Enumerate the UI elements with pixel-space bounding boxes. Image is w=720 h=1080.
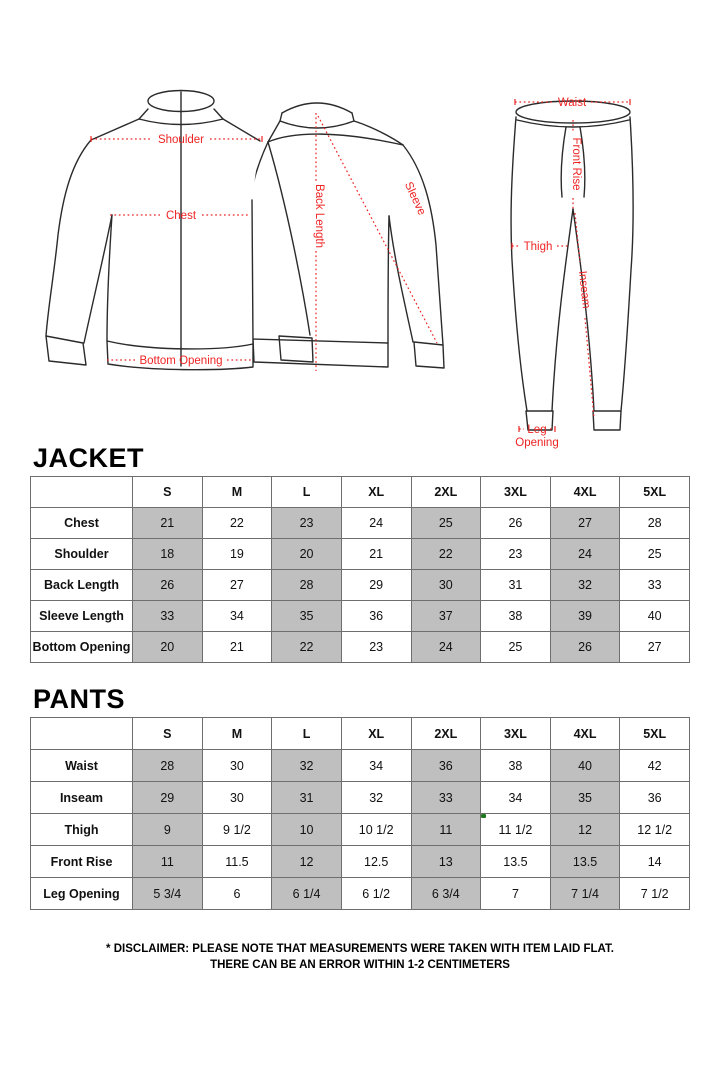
size-cell: 13 <box>411 846 481 878</box>
measurement-diagram <box>0 0 720 455</box>
size-cell: 18 <box>133 539 203 570</box>
size-cell: 23 <box>272 508 342 539</box>
size-cell: 12 <box>272 846 342 878</box>
size-cell: 27 <box>202 570 272 601</box>
size-cell: 11 <box>133 846 203 878</box>
size-cell: 25 <box>411 508 481 539</box>
size-cell: 30 <box>202 750 272 782</box>
size-cell: 26 <box>481 508 551 539</box>
size-cell: 28 <box>133 750 203 782</box>
waist-measure-label: Waist <box>557 97 587 109</box>
back-length-measure-label: Back Length <box>313 184 325 248</box>
size-cell: 29 <box>341 570 411 601</box>
size-header: 3XL <box>481 718 551 750</box>
row-label: Thigh <box>31 814 133 846</box>
leg-opening-measure-label: Leg <box>527 424 547 436</box>
row-label: Front Rise <box>31 846 133 878</box>
row-label: Waist <box>31 750 133 782</box>
size-cell: 33 <box>133 601 203 632</box>
size-cell: 22 <box>202 508 272 539</box>
size-cell: 40 <box>620 601 690 632</box>
row-label: Sleeve Length <box>31 601 133 632</box>
row-label: Bottom Opening <box>31 632 133 663</box>
size-header: M <box>202 477 272 508</box>
size-cell: 29 <box>133 782 203 814</box>
row-label: Chest <box>31 508 133 539</box>
inseam-measure-label: Inseam <box>576 270 592 310</box>
size-cell: 35 <box>550 782 620 814</box>
table-row <box>31 750 690 782</box>
size-cell: 36 <box>341 601 411 632</box>
size-cell: 21 <box>341 539 411 570</box>
size-cell: 13.5 <box>481 846 551 878</box>
disclaimer-line2: THERE CAN BE AN ERROR WITHIN 1-2 CENTIMETERS <box>210 959 510 971</box>
size-header: XL <box>341 477 411 508</box>
jacket-size-table <box>30 476 690 663</box>
size-header: S <box>133 477 203 508</box>
size-cell: 35 <box>272 601 342 632</box>
size-cell: 42 <box>620 750 690 782</box>
size-cell: 23 <box>481 539 551 570</box>
size-cell: 22 <box>411 539 481 570</box>
size-header: M <box>202 718 272 750</box>
size-header: 5XL <box>620 718 690 750</box>
size-cell: 11 1/2 <box>481 814 551 846</box>
size-cell: 30 <box>202 782 272 814</box>
size-cell: 12.5 <box>341 846 411 878</box>
size-cell: 11.5 <box>202 846 272 878</box>
size-header: L <box>272 718 342 750</box>
size-header: XL <box>341 718 411 750</box>
jacket-section-title: JACKET <box>33 443 145 473</box>
size-header: 4XL <box>550 718 620 750</box>
table-row <box>31 601 690 632</box>
table-row <box>31 814 690 846</box>
row-label: Shoulder <box>31 539 133 570</box>
table-row <box>31 782 690 814</box>
table-row <box>31 539 690 570</box>
row-label: Back Length <box>31 570 133 601</box>
size-cell: 7 1/4 <box>550 878 620 910</box>
size-cell: 13.5 <box>550 846 620 878</box>
thigh-measure-label: Thigh <box>523 241 553 253</box>
size-cell: 9 <box>133 814 203 846</box>
size-cell: 10 1/2 <box>341 814 411 846</box>
disclaimer-line1: * DISCLAIMER: PLEASE NOTE THAT MEASUREMENTS WERE TAKEN WITH ITEM LAID FLAT. <box>106 943 614 955</box>
size-cell: 24 <box>411 632 481 663</box>
table-row <box>31 570 690 601</box>
size-header: 2XL <box>411 477 481 508</box>
size-cell: 6 1/2 <box>341 878 411 910</box>
size-cell: 26 <box>133 570 203 601</box>
shoulder-measure-label: Shoulder <box>157 134 205 146</box>
pants-size-table <box>30 717 690 910</box>
size-cell: 39 <box>550 601 620 632</box>
size-cell: 12 1/2 <box>620 814 690 846</box>
size-cell: 32 <box>272 750 342 782</box>
size-cell: 34 <box>481 782 551 814</box>
size-header: 2XL <box>411 718 481 750</box>
size-cell: 12 <box>550 814 620 846</box>
size-cell: 21 <box>202 632 272 663</box>
size-cell: 24 <box>341 508 411 539</box>
size-cell: 32 <box>341 782 411 814</box>
size-cell: 21 <box>133 508 203 539</box>
table-row <box>31 878 690 910</box>
size-cell: 33 <box>620 570 690 601</box>
pants-header-row <box>31 718 690 750</box>
size-cell: 28 <box>620 508 690 539</box>
size-cell: 6 3/4 <box>411 878 481 910</box>
pants-section-title: PANTS <box>33 684 126 714</box>
disclaimer <box>0 941 720 973</box>
corner-cell <box>31 477 133 508</box>
size-cell: 6 1/4 <box>272 878 342 910</box>
size-cell: 20 <box>272 539 342 570</box>
sleeve-measure-label: Sleeve <box>401 180 428 218</box>
size-header: S <box>133 718 203 750</box>
bottom-opening-measure-label: Bottom Opening <box>139 355 223 367</box>
size-cell: 7 1/2 <box>620 878 690 910</box>
size-cell: 23 <box>341 632 411 663</box>
size-cell: 38 <box>481 601 551 632</box>
jacket-back-drawing <box>249 103 444 368</box>
leg-opening-measure-label-line2: Opening <box>515 437 559 449</box>
size-cell: 27 <box>550 508 620 539</box>
size-cell: 30 <box>411 570 481 601</box>
size-header: 4XL <box>550 477 620 508</box>
size-cell: 22 <box>272 632 342 663</box>
table-row <box>31 508 690 539</box>
size-header: 5XL <box>620 477 690 508</box>
size-cell: 27 <box>620 632 690 663</box>
size-cell: 10 <box>272 814 342 846</box>
size-cell: 31 <box>481 570 551 601</box>
size-cell: 25 <box>620 539 690 570</box>
row-label: Inseam <box>31 782 133 814</box>
size-cell: 20 <box>133 632 203 663</box>
size-header: 3XL <box>481 477 551 508</box>
size-cell: 25 <box>481 632 551 663</box>
corner-cell <box>31 718 133 750</box>
size-cell: 36 <box>411 750 481 782</box>
size-cell: 31 <box>272 782 342 814</box>
chest-measure-label: Chest <box>165 210 197 222</box>
size-cell: 9 1/2 <box>202 814 272 846</box>
size-cell: 5 3/4 <box>133 878 203 910</box>
size-cell: 7 <box>481 878 551 910</box>
row-label: Leg Opening <box>31 878 133 910</box>
size-cell: 33 <box>411 782 481 814</box>
size-cell: 36 <box>620 782 690 814</box>
size-cell: 34 <box>341 750 411 782</box>
scan-artifact-speck <box>481 814 486 818</box>
size-cell: 24 <box>550 539 620 570</box>
table-row <box>31 632 690 663</box>
size-cell: 14 <box>620 846 690 878</box>
size-cell: 34 <box>202 601 272 632</box>
size-cell: 26 <box>550 632 620 663</box>
size-cell: 32 <box>550 570 620 601</box>
jacket-front-drawing <box>46 91 260 370</box>
table-row <box>31 846 690 878</box>
size-cell: 37 <box>411 601 481 632</box>
size-cell: 28 <box>272 570 342 601</box>
size-cell: 19 <box>202 539 272 570</box>
size-cell: 11 <box>411 814 481 846</box>
jacket-header-row <box>31 477 690 508</box>
size-cell: 38 <box>481 750 551 782</box>
front-rise-measure-label: Front Rise <box>570 137 582 191</box>
size-header: L <box>272 477 342 508</box>
size-cell: 40 <box>550 750 620 782</box>
size-cell: 6 <box>202 878 272 910</box>
